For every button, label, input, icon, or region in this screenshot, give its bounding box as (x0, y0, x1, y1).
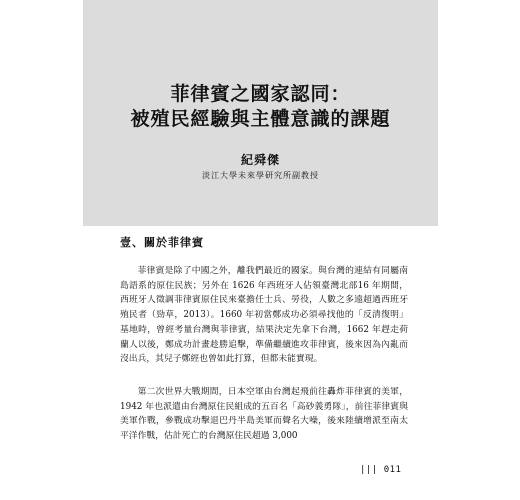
page-number-value: 011 (383, 465, 402, 475)
paragraph-text: 第二次世界大戰期間，日本空軍由台灣起飛前往轟炸菲律賓的美軍，1942 年也派遣由台灣原住民組成的五百名「高砂義勇隊」，前往菲律賓與美軍作戰，參戰成功擊退巴丹半島美軍而聲名大噪，後來陸續增派至南太平洋作戰，估計死亡的台灣原住民超過 3,000 (120, 387, 408, 442)
author-name: 紀舜傑 (240, 153, 280, 167)
author-affiliation: 淡江大學未來學研究所副教授 (202, 171, 319, 180)
body-paragraph-1 (120, 264, 408, 367)
section-heading: 壹、關於菲律賓 (120, 236, 204, 249)
paragraph-text: 菲律賓是除了中國之外，離我們最近的國家。與台灣的連結有同屬南島語系的原住民族；另外在 1626 年西班牙人佔領臺灣北部16 年期間，西班牙人徵調菲律賓原住民來臺擔任士兵、勞役，人數之多遠超過西班牙殖民者（勁草，2013）。1660 年初當鄭成功必須尋找他的「反清復明」基地時，曾經考量台灣與菲律賓，結果決定先拿下台灣，1662 年趕走荷蘭人以後，鄭成功計畫趁勝追擊，準備繼續進攻菲律賓，後來因為內亂而沒出兵，其兒子鄭經也曾如此打算，但都未能實現。 (120, 266, 408, 365)
body-paragraph-2 (120, 385, 408, 444)
article-subtitle: 被殖民經驗與主體意識的課題 (130, 108, 391, 130)
article-title: 菲律賓之國家認同： (170, 83, 351, 105)
page-number: ||| 011 (360, 465, 402, 475)
